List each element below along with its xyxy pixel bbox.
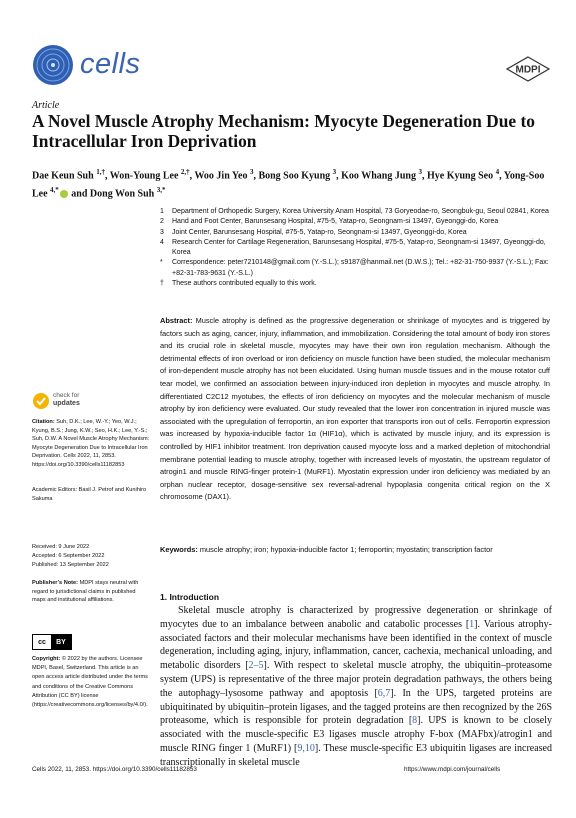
orcid-icon[interactable]: [60, 190, 68, 198]
affiliation-number: †: [160, 280, 164, 288]
author-name: Woo Jin Yeo: [194, 170, 250, 182]
affiliation-number: *: [160, 259, 163, 267]
affiliation-number: 1: [160, 208, 164, 215]
author-affiliation-mark: 3: [418, 168, 422, 176]
paragraph-text: ]. In the UPS, targeted proteins are ubiquitinated by ubiquitin–protein ligases, and the tagged proteins are then recognized by the 26S proteasome, which is responsible for protein degradation [: [160, 687, 552, 727]
affiliation-text: Joint Center, Barunsesang Hospital, #75-5, Yatap-ro, Seongnam-si 13497, Gyeonggi-do, Korea: [172, 228, 467, 236]
author-list: Dae Keun Suh $^{1,\dagger}$, Won-Young Lee $^{2,\dagger}$, Woo Jin Yeo $^3$, Bong Soo Kyung $^3$, Koo Whang Jung $^3$, Hye Kyung Seo $^4$, Yong-Soo Lee $^{4,*}$ and Dong Won Suh $^{3,*}$: [32, 168, 545, 200]
author-name: Dong Won Suh: [89, 188, 157, 200]
article-title: A Novel Muscle Atrophy Mechanism: Myocyte Degeneration Due to Intracellular Iron Deprivation: [32, 111, 535, 151]
author-affiliation-mark: 4: [495, 168, 500, 176]
affiliation-text: These authors contributed equally to this work.: [172, 280, 317, 288]
keywords-label: Keywords:: [160, 545, 198, 554]
affiliation-text: Department of Orthopedic Surgery, Korea University Anam Hospital, 73 Goryeodae-ro, Seongbuk-gu, Seoul 02841, Korea: [172, 208, 549, 215]
journal-logo: [32, 44, 74, 86]
abstract-label: Abstract:: [160, 316, 193, 325]
received-date: Received: 9 June 2022: [32, 544, 90, 550]
footer-citation: Cells 2022, 11, 2853. https://doi.org/10.3390/cells11182853: [32, 766, 197, 773]
cc-icon: cc: [33, 635, 51, 649]
reference-link[interactable]: 1: [469, 618, 475, 630]
mdpi-logo: [506, 56, 550, 82]
affiliation-number: 2: [160, 218, 164, 226]
keywords-text: muscle atrophy; iron; hypoxia-inducible factor 1; ferroportin; myostatin; transcription factor: [199, 545, 493, 554]
publisher-note: [32, 579, 150, 605]
author-affiliation-mark: 2,†: [180, 168, 190, 176]
affiliation-item: [160, 238, 550, 259]
check-for-updates-button[interactable]: [32, 390, 102, 414]
article-type: Article: [32, 100, 60, 111]
citation-label: Citation:: [32, 419, 55, 425]
author-affiliation-mark: 4,*: [50, 186, 59, 195]
introduction-paragraph: [160, 604, 552, 770]
mdpi-label: MDPI: [515, 64, 541, 76]
academic-editors: Academic Editors: Basil J. Petrof and Kunihiro Sakuma: [32, 487, 147, 502]
paragraph-text: Skeletal muscle atrophy is characterized by progressive degeneration or shrinkage of myocytes due to an imbalance between anabolic and catabolic processes [: [160, 605, 552, 630]
citation: [32, 418, 150, 469]
citation-text: Suh, D.K.; Lee, W.-Y.; Yeo, W.J.; Kyung, B.S.; Jung, K.W.; Seo, H.K.; Lee, Y.-S.; Suh, D.W. A Novel Muscle Atrophy Mechanism: Myocyte Degeneration Due to Intracellular Iron Deprivation. Cells 2022, 11, 2853. https://doi.org/10.3390/cells11182853: [32, 419, 150, 468]
published-date: Published: 13 September 2022: [32, 562, 109, 568]
journal-name: cells: [80, 48, 141, 80]
author-name: Hye Kyung Seo: [426, 170, 496, 182]
affiliation-text: Hand and Foot Center, Barunsesang Hospital, #75-5, Yatap-ro, Seongnam-si 13497, Gyeonggi-do, Korea: [172, 218, 499, 226]
affiliation-number: 4: [160, 238, 164, 246]
publisher-note-label: Publisher’s Note:: [32, 580, 79, 586]
author-affiliation-mark: 3,*: [156, 186, 166, 195]
author-affiliation-mark: 3: [332, 168, 337, 176]
author-affiliation-mark: 1,†: [96, 168, 105, 176]
affiliation-item: [160, 279, 550, 289]
copyright: [32, 655, 150, 710]
copyright-text: © 2022 by the authors. Licensee MDPI, Basel, Switzerland. This article is an open access article distributed under the terms and conditions of the Creative Commons Attribution (CC BY) license (https://creativecommons.org/licenses/by/4.0/).: [32, 656, 148, 709]
author-name: Bong Soo Kyung: [258, 170, 333, 182]
affiliation-item: [160, 207, 550, 217]
affiliation-text: Research Center for Cartilage Regeneration, Barunsesang Hospital, #75-5, Yatap-ro, Seongnam-si 13497, Gyeonggi-do, Korea: [172, 238, 546, 257]
footer-journal-link[interactable]: https://www.mdpi.com/journal/cells: [404, 766, 501, 773]
author-name: Dae Keun Suh: [32, 170, 97, 182]
author-affiliation-mark: 3: [249, 168, 254, 176]
by-icon: BY: [51, 635, 71, 649]
copyright-label: Copyright:: [32, 656, 61, 662]
authors-and: and: [68, 188, 90, 200]
affiliation-item: [160, 228, 550, 238]
affiliation-item: [160, 258, 550, 279]
check-updates-icon: [32, 392, 50, 410]
affiliation-text: Correspondence: peter7210148@gmail.com (Y.-S.L.); s9187@hanmail.net (D.W.S.); Tel.: +82-31-750-9937 (Y.-S.L.); Fax: +82-31-783-9631 (Y.-S.L.): [172, 259, 549, 277]
abstract-text: Muscle atrophy is defined as the progressive degeneration or shrinkage of myocytes and is triggered by factors such as aging, cancer, injury, inflammation, and immobilization. Considering the total amount of body iron stores and its crucial role in skeletal muscle, myocytes may have their own iron regulation mechanism. Although the detrimental effects of iron overload or iron deficiency on muscle function have been studied, the molecular mechanism of iron-dependent muscle atrophy has not been elucidated. Using human muscle tissues and in the mouse rotator cuff tear model, we confirmed an association between injury-induced iron depletion in myocytes and muscle atrophy. In differentiated C2C12 myotubes, the effects of iron deficiency on myocytes and the molecular mechanism of muscle atrophy by iron deficiency were evaluated. Our study revealed that the lower iron concentration in injured muscle was associated with the upregulation of ferroportin, an iron exporter that transports iron out of cells. Ferroportin expression was increased by hypoxia-inducible factor 1α (HIF1α), which is activated by muscle injury, and its expression is controlled by HIF1 inhibitor treatment. Iron deprivation caused myocyte loss and a marked depletion of mitochondrial membrane potential leading to muscle atrophy, together with increased levels of myostatin, the upstream regulator of atrogin1 and muscle RING-finger protein-1 (MuRF1). Myostatin expression under iron deficiency was mediated by an orphan nuclear receptor, dosage-sensitive sex reversal-adrenal hypoplasia congenita critical region on the X chromosome (DAX1).: [160, 316, 550, 502]
keywords: [160, 544, 552, 555]
paragraph-text: ]. Various atrophy-associated factors and their molecular mechanisms have been identified in the context of muscle degeneration, including aging, injury, inflammation, cancer, cachexia, mechanical unloading, and metabolic disorders [: [160, 618, 552, 672]
affiliation-item: [160, 217, 550, 227]
section-heading-introduction: 1. Introduction: [160, 592, 220, 602]
paragraph-text: ]. With respect to skeletal muscle atrophy, the ubiquitin–proteasome system (UPS) is representative of the three major protein degradation pathways, the others being the autophagy–lysosome pathway and apoptosis [: [160, 660, 552, 699]
reference-link[interactable]: 2–5: [248, 660, 264, 672]
author-name: Won-Young Lee: [109, 170, 181, 182]
publisher-note-text: MDPI stays neutral with regard to jurisdictional claims in published maps and institutional affiliations.: [32, 580, 139, 604]
cc-by-badge[interactable]: [32, 634, 72, 650]
affiliation-number: 3: [160, 228, 164, 236]
reference-link[interactable]: 8: [412, 715, 418, 727]
check-updates-line2: updates: [53, 400, 80, 407]
reference-link[interactable]: 6,7: [377, 687, 391, 699]
reference-link[interactable]: 9,10: [297, 742, 315, 754]
dates: [32, 543, 150, 570]
accepted-date: Accepted: 6 September 2022: [32, 553, 105, 559]
paragraph-text: ]. These muscle-specific E3 ubiquitin ligases are increased transcriptionally in skeletal muscle: [160, 742, 552, 768]
author-name: Koo Whang Jung: [341, 170, 419, 182]
check-updates-line1: check for: [53, 392, 80, 399]
abstract: [160, 315, 550, 504]
affiliations: [160, 207, 550, 289]
author-name: Yong-Soo Lee: [32, 170, 545, 200]
paragraph-text: ]. UPS is known to be closely associated with the muscle-specific E3 ligases muscle atrophy F-box (MAFbx)/atrogin1 and muscle RING finger 1 (MuRF1) [: [160, 715, 552, 754]
